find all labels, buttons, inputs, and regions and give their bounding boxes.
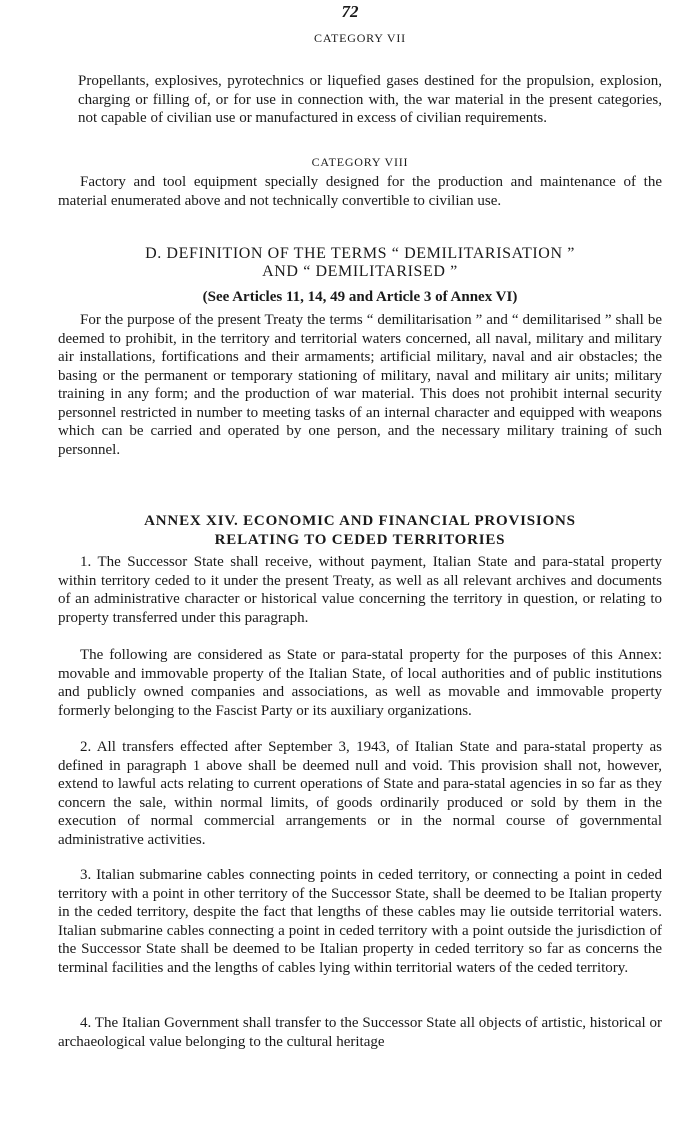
section-d-text: For the purpose of the present Treaty the terms “ demilitarisation ” and “ demilitarised ” shall be deemed to prohibit, in the territory and territorial waters concerned, all naval, military and military air installations, fortifications and their armaments; artificial military, naval and air obstacles; the basing or the permanent or temporary stationing of military, naval and military air units; military training in any form; and the production of war material. This does not prohibit internal security personnel restricted in number to meeting tasks of an internal character and equipped with weapons which can be carried and operated by one person, and the necessary military training of such personnel.: [58, 312, 662, 458]
section-d-heading-line1: D. DEFINITION OF THE TERMS “ DEMILITARISATION ”: [145, 245, 575, 262]
annex-paragraph-4: 4. The Italian Government shall transfer to the Successor State all objects of artistic, historical or archaeological value belonging to the cultural heritage: [58, 1015, 662, 1050]
annex-paragraph-3: 3. Italian submarine cables connecting points in ceded territory, or connecting a point in ceded territory with a point in other territory of the Successor State, shall be deemed to be Italian property in the ceded territory, despite the fact that lengths of these cables may lie outside territorial waters. Italian submarine cables connecting a point in ceded territory with a point outside the jurisdiction of the Successor State shall be deemed to be Italian property in ceded territory so far as concerns the terminal facilities and the lengths of cables lying within territorial waters of the ceded territory.: [58, 867, 662, 976]
section-d-heading-line2: AND “ DEMILITARISED ”: [262, 263, 458, 280]
annex-xiv-heading-line2: RELATING TO CEDED TERRITORIES: [214, 532, 506, 548]
category-viii-text: Factory and tool equipment specially designed for the production and maintenance of the material enumerated above and not technically convertible to civilian use.: [58, 174, 662, 209]
annex-paragraph-1: 1. The Successor State shall receive, without payment, Italian State and para-statal property within territory ceded to it under the present Treaty, as well as all relevant archives and documents of an administrative character or historical value concerning the territory in question, or relating to property transferred under this paragraph.: [58, 554, 662, 626]
category-vii-text: Propellants, explosives, pyrotechnics or liquefied gases destined for the propulsion, explosion, charging or filling of, or for use in connection with, the war material in the present categories, not capable of civilian use or manufactured in excess of civilian requirements.: [78, 73, 662, 126]
annex-xiv-heading-line1: ANNEX XIV. ECONOMIC AND FINANCIAL PROVISIONS: [144, 513, 576, 529]
annex-paragraph-2: 2. All transfers effected after September 3, 1943, of Italian State and para-statal property as defined in paragraph 1 above shall be deemed null and void. This provision shall not, however, extend to lawful acts relating to current operations of State and para-statal agencies in so far as they concern the sale, within normal limits, of goods ordinarily produced or sold by them in the execution of normal commercial arrangements or in the normal course of governmental administrative activities.: [58, 739, 662, 848]
section-d-reference: (See Articles 11, 14, 49 and Article 3 of Annex VI): [202, 289, 518, 305]
page-number: 72: [341, 2, 359, 21]
category-vii-heading: CATEGORY VII: [314, 31, 406, 45]
category-viii-heading: CATEGORY VIII: [311, 155, 409, 169]
annex-paragraph-property-definition: The following are considered as State or para-statal property for the purposes of this Annex: movable and immovable property of the Italian State, of local authorities and of public institutions and publicly owned companies and associations, as well as movable and immovable property formerly belonging to the Fascist Party or its auxiliary organizations.: [58, 647, 662, 719]
